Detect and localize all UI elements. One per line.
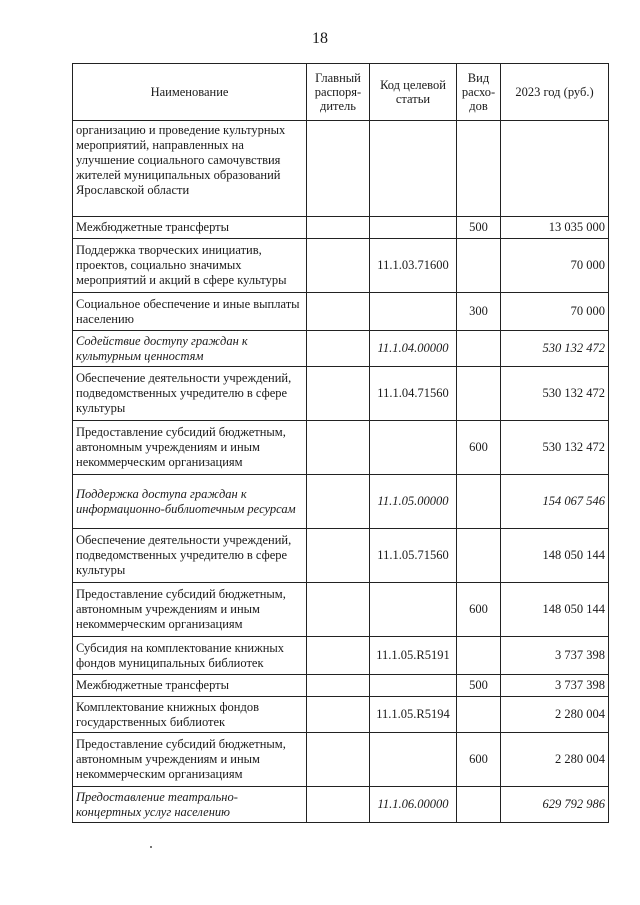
row-admin-cell xyxy=(307,121,370,217)
row-code-cell xyxy=(370,421,457,475)
row-admin-cell xyxy=(307,529,370,583)
row-admin-cell xyxy=(307,787,370,823)
table-row xyxy=(73,475,609,529)
row-amount-cell: 148 050 144 xyxy=(501,583,609,637)
row-code-cell xyxy=(370,675,457,697)
row-name-cell: Предоставление субсидий бюджетным, автономным учреждениям и иным некоммерческим организациям xyxy=(73,733,307,787)
row-name-cell: Субсидия на комплектование книжных фондов муниципальных библиотек xyxy=(73,637,307,675)
row-expense-type-cell: 300 xyxy=(457,293,501,331)
row-name-cell: Обеспечение деятельности учреждений, подведомственных учредителю в сфере культуры xyxy=(73,529,307,583)
row-name-cell: Содействие доступу граждан к культурным ценностям xyxy=(73,331,307,367)
row-code-cell xyxy=(370,733,457,787)
table-row xyxy=(73,787,609,823)
row-admin-cell xyxy=(307,637,370,675)
row-expense-type-cell: 500 xyxy=(457,217,501,239)
table-row xyxy=(73,367,609,421)
row-code-cell: 11.1.05.R5191 xyxy=(370,637,457,675)
row-admin-cell xyxy=(307,239,370,293)
row-expense-type-cell: 600 xyxy=(457,421,501,475)
row-amount-cell: 70 000 xyxy=(501,293,609,331)
row-code-cell xyxy=(370,121,457,217)
row-code-cell: 11.1.05.71560 xyxy=(370,529,457,583)
row-admin-cell xyxy=(307,733,370,787)
table-header-row xyxy=(73,64,609,121)
row-code-cell: 11.1.05.00000 xyxy=(370,475,457,529)
row-admin-cell xyxy=(307,421,370,475)
table-row xyxy=(73,583,609,637)
row-amount-cell xyxy=(501,121,609,217)
budget-table xyxy=(72,63,609,823)
header-name: Наименование xyxy=(73,64,307,121)
row-expense-type-cell xyxy=(457,637,501,675)
scan-speck xyxy=(150,846,152,848)
row-code-cell: 11.1.03.71600 xyxy=(370,239,457,293)
row-expense-type-cell: 600 xyxy=(457,733,501,787)
row-code-cell: 11.1.05.R5194 xyxy=(370,697,457,733)
row-admin-cell xyxy=(307,675,370,697)
row-expense-type-cell xyxy=(457,239,501,293)
page-number: 18 xyxy=(312,30,328,47)
row-amount-cell: 13 035 000 xyxy=(501,217,609,239)
row-expense-type-cell: 500 xyxy=(457,675,501,697)
row-admin-cell xyxy=(307,217,370,239)
row-admin-cell xyxy=(307,367,370,421)
row-admin-cell xyxy=(307,475,370,529)
row-code-cell: 11.1.04.00000 xyxy=(370,331,457,367)
row-admin-cell xyxy=(307,583,370,637)
row-expense-type-cell xyxy=(457,475,501,529)
row-amount-cell: 3 737 398 xyxy=(501,675,609,697)
row-amount-cell: 530 132 472 xyxy=(501,331,609,367)
row-code-cell xyxy=(370,293,457,331)
row-expense-type-cell xyxy=(457,697,501,733)
row-name-cell: Социальное обеспечение и иные выплаты населению xyxy=(73,293,307,331)
row-amount-cell: 530 132 472 xyxy=(501,367,609,421)
row-amount-cell: 70 000 xyxy=(501,239,609,293)
row-name-cell: Обеспечение деятельности учреждений, подведомственных учредителю в сфере культуры xyxy=(73,367,307,421)
row-expense-type-cell xyxy=(457,787,501,823)
row-admin-cell xyxy=(307,293,370,331)
row-name-cell: Предоставление театрально-концертных услуг населению xyxy=(73,787,307,823)
table-row xyxy=(73,121,609,217)
header-admin: Главный распоря-дитель xyxy=(307,64,370,121)
row-expense-type-cell xyxy=(457,331,501,367)
row-name-cell: Межбюджетные трансферты xyxy=(73,675,307,697)
table-row xyxy=(73,529,609,583)
row-name-cell: Поддержка доступа граждан к информационно-библиотечным ресурсам xyxy=(73,475,307,529)
row-code-cell: 11.1.04.71560 xyxy=(370,367,457,421)
row-expense-type-cell xyxy=(457,367,501,421)
row-name-cell: Комплектование книжных фондов государственных библиотек xyxy=(73,697,307,733)
row-name-cell: Межбюджетные трансферты xyxy=(73,217,307,239)
row-name-cell: организацию и проведение культурных мероприятий, направленных на улучшение социального самочувствия жителей муниципальных образований Ярославской области xyxy=(73,121,307,217)
table-row xyxy=(73,733,609,787)
table-row xyxy=(73,697,609,733)
row-admin-cell xyxy=(307,331,370,367)
table-row xyxy=(73,239,609,293)
table-row xyxy=(73,675,609,697)
row-amount-cell: 148 050 144 xyxy=(501,529,609,583)
row-code-cell xyxy=(370,217,457,239)
row-expense-type-cell xyxy=(457,121,501,217)
header-expense-type: Вид расхо-дов xyxy=(457,64,501,121)
table-row xyxy=(73,637,609,675)
header-year: 2023 год (руб.) xyxy=(501,64,609,121)
table-row xyxy=(73,421,609,475)
row-amount-cell: 154 067 546 xyxy=(501,475,609,529)
table-row xyxy=(73,331,609,367)
row-admin-cell xyxy=(307,697,370,733)
row-code-cell: 11.1.06.00000 xyxy=(370,787,457,823)
row-expense-type-cell: 600 xyxy=(457,583,501,637)
row-expense-type-cell xyxy=(457,529,501,583)
row-name-cell: Предоставление субсидий бюджетным, автономным учреждениям и иным некоммерческим организациям xyxy=(73,421,307,475)
row-amount-cell: 2 280 004 xyxy=(501,733,609,787)
table-row xyxy=(73,217,609,239)
row-amount-cell: 3 737 398 xyxy=(501,637,609,675)
row-amount-cell: 530 132 472 xyxy=(501,421,609,475)
header-code: Код целевой статьи xyxy=(370,64,457,121)
row-code-cell xyxy=(370,583,457,637)
row-amount-cell: 629 792 986 xyxy=(501,787,609,823)
row-name-cell: Поддержка творческих инициатив, проектов, социально значимых мероприятий и акций в сфере культуры xyxy=(73,239,307,293)
table-row xyxy=(73,293,609,331)
row-name-cell: Предоставление субсидий бюджетным, автономным учреждениям и иным некоммерческим организациям xyxy=(73,583,307,637)
row-amount-cell: 2 280 004 xyxy=(501,697,609,733)
